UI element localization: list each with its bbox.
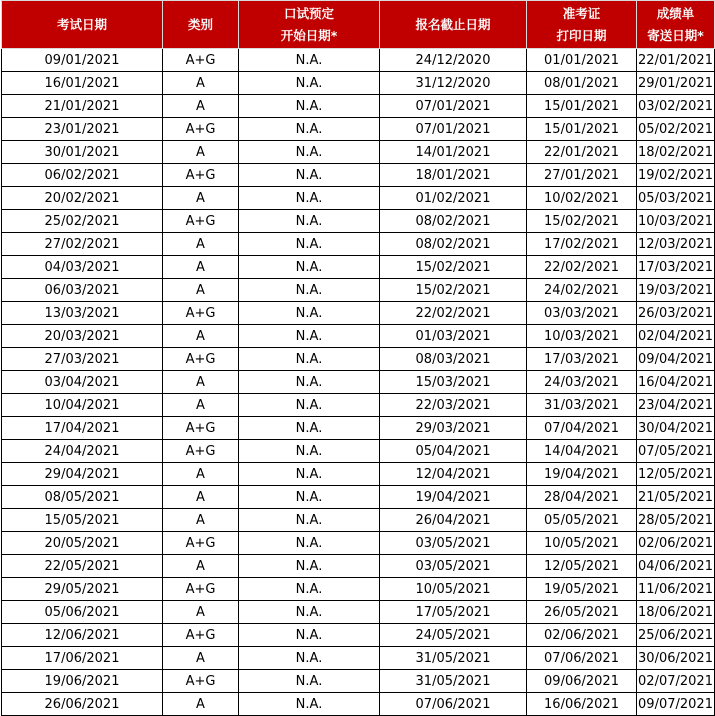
category-cell: A+G (163, 348, 239, 371)
registration-deadline-cell: 08/02/2021 (380, 233, 527, 256)
table-row (2, 233, 715, 256)
speaking-start-cell: N.A. (239, 371, 380, 394)
score-report-cell: 26/03/2021 (637, 302, 715, 325)
ticket-print-cell: 05/05/2021 (527, 509, 637, 532)
speaking-start-cell: N.A. (239, 95, 380, 118)
ticket-print-cell: 01/01/2021 (527, 49, 637, 72)
speaking-start-cell: N.A. (239, 302, 380, 325)
registration-deadline-cell: 18/01/2021 (380, 164, 527, 187)
speaking-start-cell: N.A. (239, 463, 380, 486)
score-report-cell: 02/04/2021 (637, 325, 715, 348)
exam-date-cell: 03/04/2021 (2, 371, 163, 394)
speaking-start-cell: N.A. (239, 49, 380, 72)
ticket-print-cell: 22/01/2021 (527, 141, 637, 164)
speaking-start-cell: N.A. (239, 233, 380, 256)
exam-date-cell: 24/04/2021 (2, 440, 163, 463)
category-cell: A (163, 233, 239, 256)
table-row (2, 95, 715, 118)
exam-schedule-table (1, 0, 715, 716)
category-cell: A (163, 325, 239, 348)
speaking-start-cell: N.A. (239, 325, 380, 348)
score-report-cell: 02/07/2021 (637, 670, 715, 693)
category-cell: A+G (163, 49, 239, 72)
category-cell: A+G (163, 210, 239, 233)
exam-date-cell: 29/04/2021 (2, 463, 163, 486)
registration-deadline-cell: 01/03/2021 (380, 325, 527, 348)
registration-deadline-cell: 10/05/2021 (380, 578, 527, 601)
exam-date-cell: 22/05/2021 (2, 555, 163, 578)
table-row (2, 371, 715, 394)
category-cell: A (163, 256, 239, 279)
table-row (2, 72, 715, 95)
table-row (2, 256, 715, 279)
score-report-cell: 12/05/2021 (637, 463, 715, 486)
score-report-cell: 16/04/2021 (637, 371, 715, 394)
exam-date-cell: 27/02/2021 (2, 233, 163, 256)
header-category-line-1: 类别 (187, 16, 213, 32)
exam-date-cell: 30/01/2021 (2, 141, 163, 164)
ticket-print-cell: 17/03/2021 (527, 348, 637, 371)
category-cell: A (163, 394, 239, 417)
score-report-cell: 18/02/2021 (637, 141, 715, 164)
ticket-print-cell: 03/03/2021 (527, 302, 637, 325)
registration-deadline-cell: 24/05/2021 (380, 624, 527, 647)
exam-date-cell: 06/03/2021 (2, 279, 163, 302)
speaking-start-cell: N.A. (239, 210, 380, 233)
score-report-cell: 11/06/2021 (637, 578, 715, 601)
score-report-cell: 30/06/2021 (637, 647, 715, 670)
table-row (2, 555, 715, 578)
speaking-start-cell: N.A. (239, 647, 380, 670)
score-report-cell: 30/04/2021 (637, 417, 715, 440)
table-row (2, 463, 715, 486)
ticket-print-cell: 12/05/2021 (527, 555, 637, 578)
header-admission-ticket-print-date (527, 1, 637, 49)
exam-date-cell: 20/05/2021 (2, 532, 163, 555)
speaking-start-cell: N.A. (239, 141, 380, 164)
table-body (2, 49, 715, 716)
category-cell: A (163, 187, 239, 210)
table-header (2, 1, 715, 49)
ticket-print-cell: 24/02/2021 (527, 279, 637, 302)
ticket-print-cell: 28/04/2021 (527, 486, 637, 509)
score-report-cell: 29/01/2021 (637, 72, 715, 95)
ticket-print-cell: 15/01/2021 (527, 118, 637, 141)
speaking-start-cell: N.A. (239, 279, 380, 302)
table-row (2, 394, 715, 417)
header-admission-ticket-line-2: 打印日期 (556, 27, 607, 43)
registration-deadline-cell: 22/03/2021 (380, 394, 527, 417)
score-report-cell: 03/02/2021 (637, 95, 715, 118)
score-report-cell: 07/05/2021 (637, 440, 715, 463)
header-score-report-line-2: 寄送日期* (647, 27, 704, 43)
ticket-print-cell: 26/05/2021 (527, 601, 637, 624)
header-registration-deadline-line-1: 报名截止日期 (415, 16, 491, 32)
registration-deadline-cell: 08/02/2021 (380, 210, 527, 233)
ticket-print-cell: 10/05/2021 (527, 532, 637, 555)
speaking-start-cell: N.A. (239, 348, 380, 371)
exam-date-cell: 26/06/2021 (2, 693, 163, 716)
table-row (2, 417, 715, 440)
exam-date-cell: 10/04/2021 (2, 394, 163, 417)
score-report-cell: 22/01/2021 (637, 49, 715, 72)
score-report-cell: 28/05/2021 (637, 509, 715, 532)
category-cell: A+G (163, 302, 239, 325)
exam-date-cell: 19/06/2021 (2, 670, 163, 693)
speaking-start-cell: N.A. (239, 509, 380, 532)
category-cell: A+G (163, 624, 239, 647)
score-report-cell: 19/02/2021 (637, 164, 715, 187)
ticket-print-cell: 15/01/2021 (527, 95, 637, 118)
ticket-print-cell: 15/02/2021 (527, 210, 637, 233)
table-row (2, 693, 715, 716)
registration-deadline-cell: 31/05/2021 (380, 647, 527, 670)
score-report-cell: 17/03/2021 (637, 256, 715, 279)
registration-deadline-cell: 12/04/2021 (380, 463, 527, 486)
header-score-report-mail-date (637, 1, 715, 49)
table-row (2, 325, 715, 348)
exam-date-cell: 17/04/2021 (2, 417, 163, 440)
table-row (2, 509, 715, 532)
score-report-cell: 05/02/2021 (637, 118, 715, 141)
header-registration-deadline (380, 1, 527, 49)
speaking-start-cell: N.A. (239, 693, 380, 716)
category-cell: A (163, 72, 239, 95)
ticket-print-cell: 16/06/2021 (527, 693, 637, 716)
category-cell: A+G (163, 164, 239, 187)
registration-deadline-cell: 01/02/2021 (380, 187, 527, 210)
table-row (2, 601, 715, 624)
category-cell: A (163, 141, 239, 164)
category-cell: A (163, 95, 239, 118)
header-speaking-start-date-line-2: 开始日期* (280, 27, 338, 43)
exam-date-cell: 29/05/2021 (2, 578, 163, 601)
score-report-cell: 25/06/2021 (637, 624, 715, 647)
registration-deadline-cell: 07/01/2021 (380, 118, 527, 141)
table-row (2, 302, 715, 325)
registration-deadline-cell: 07/06/2021 (380, 693, 527, 716)
category-cell: A+G (163, 578, 239, 601)
ticket-print-cell: 09/06/2021 (527, 670, 637, 693)
speaking-start-cell: N.A. (239, 417, 380, 440)
registration-deadline-cell: 15/02/2021 (380, 279, 527, 302)
category-cell: A+G (163, 417, 239, 440)
category-cell: A+G (163, 118, 239, 141)
category-cell: A (163, 509, 239, 532)
header-score-report-line-1: 成绩单 (656, 5, 695, 21)
ticket-print-cell: 08/01/2021 (527, 72, 637, 95)
category-cell: A (163, 647, 239, 670)
table-row (2, 670, 715, 693)
speaking-start-cell: N.A. (239, 532, 380, 555)
speaking-start-cell: N.A. (239, 72, 380, 95)
table-row (2, 578, 715, 601)
registration-deadline-cell: 14/01/2021 (380, 141, 527, 164)
registration-deadline-cell: 31/05/2021 (380, 670, 527, 693)
registration-deadline-cell: 15/03/2021 (380, 371, 527, 394)
category-cell: A (163, 555, 239, 578)
table-row (2, 141, 715, 164)
score-report-cell: 18/06/2021 (637, 601, 715, 624)
ticket-print-cell: 27/01/2021 (527, 164, 637, 187)
exam-date-cell: 09/01/2021 (2, 49, 163, 72)
ticket-print-cell: 22/02/2021 (527, 256, 637, 279)
registration-deadline-cell: 03/05/2021 (380, 532, 527, 555)
ticket-print-cell: 02/06/2021 (527, 624, 637, 647)
header-speaking-start-date-line-1: 口试预定 (283, 5, 334, 21)
speaking-start-cell: N.A. (239, 555, 380, 578)
registration-deadline-cell: 22/02/2021 (380, 302, 527, 325)
ticket-print-cell: 19/05/2021 (527, 578, 637, 601)
category-cell: A+G (163, 532, 239, 555)
speaking-start-cell: N.A. (239, 624, 380, 647)
speaking-start-cell: N.A. (239, 256, 380, 279)
registration-deadline-cell: 07/01/2021 (380, 95, 527, 118)
category-cell: A (163, 463, 239, 486)
exam-date-cell: 13/03/2021 (2, 302, 163, 325)
registration-deadline-cell: 15/02/2021 (380, 256, 527, 279)
exam-date-cell: 06/02/2021 (2, 164, 163, 187)
table-row (2, 348, 715, 371)
ticket-print-cell: 10/02/2021 (527, 187, 637, 210)
table-row (2, 279, 715, 302)
ticket-print-cell: 19/04/2021 (527, 463, 637, 486)
speaking-start-cell: N.A. (239, 578, 380, 601)
category-cell: A (163, 601, 239, 624)
exam-date-cell: 05/06/2021 (2, 601, 163, 624)
exam-date-cell: 15/05/2021 (2, 509, 163, 532)
header-category (163, 1, 239, 49)
score-report-cell: 09/07/2021 (637, 693, 715, 716)
registration-deadline-cell: 05/04/2021 (380, 440, 527, 463)
speaking-start-cell: N.A. (239, 440, 380, 463)
exam-date-cell: 25/02/2021 (2, 210, 163, 233)
exam-date-cell: 20/03/2021 (2, 325, 163, 348)
ticket-print-cell: 10/03/2021 (527, 325, 637, 348)
registration-deadline-cell: 08/03/2021 (380, 348, 527, 371)
ticket-print-cell: 24/03/2021 (527, 371, 637, 394)
registration-deadline-cell: 26/04/2021 (380, 509, 527, 532)
registration-deadline-cell: 24/12/2020 (380, 49, 527, 72)
exam-date-cell: 12/06/2021 (2, 624, 163, 647)
category-cell: A+G (163, 440, 239, 463)
score-report-cell: 21/05/2021 (637, 486, 715, 509)
registration-deadline-cell: 31/12/2020 (380, 72, 527, 95)
ticket-print-cell: 17/02/2021 (527, 233, 637, 256)
ticket-print-cell: 07/06/2021 (527, 647, 637, 670)
ticket-print-cell: 07/04/2021 (527, 417, 637, 440)
exam-date-cell: 04/03/2021 (2, 256, 163, 279)
table-row (2, 187, 715, 210)
header-admission-ticket-line-1: 准考证 (562, 5, 601, 21)
score-report-cell: 12/03/2021 (637, 233, 715, 256)
score-report-cell: 05/03/2021 (637, 187, 715, 210)
registration-deadline-cell: 03/05/2021 (380, 555, 527, 578)
speaking-start-cell: N.A. (239, 187, 380, 210)
score-report-cell: 04/06/2021 (637, 555, 715, 578)
category-cell: A (163, 371, 239, 394)
ticket-print-cell: 14/04/2021 (527, 440, 637, 463)
speaking-start-cell: N.A. (239, 394, 380, 417)
header-exam-date-line-1: 考试日期 (56, 16, 107, 32)
exam-date-cell: 08/05/2021 (2, 486, 163, 509)
table-row (2, 210, 715, 233)
exam-date-cell: 17/06/2021 (2, 647, 163, 670)
speaking-start-cell: N.A. (239, 486, 380, 509)
category-cell: A+G (163, 670, 239, 693)
header-row (2, 1, 715, 49)
exam-date-cell: 16/01/2021 (2, 72, 163, 95)
score-report-cell: 02/06/2021 (637, 532, 715, 555)
table-row (2, 118, 715, 141)
category-cell: A (163, 486, 239, 509)
score-report-cell: 19/03/2021 (637, 279, 715, 302)
score-report-cell: 23/04/2021 (637, 394, 715, 417)
table-row (2, 49, 715, 72)
exam-date-cell: 21/01/2021 (2, 95, 163, 118)
table-row (2, 532, 715, 555)
exam-date-cell: 23/01/2021 (2, 118, 163, 141)
table-row (2, 624, 715, 647)
category-cell: A (163, 279, 239, 302)
header-speaking-start-date (239, 1, 380, 49)
score-report-cell: 09/04/2021 (637, 348, 715, 371)
table-row (2, 486, 715, 509)
category-cell: A (163, 693, 239, 716)
score-report-cell: 10/03/2021 (637, 210, 715, 233)
table-row (2, 440, 715, 463)
speaking-start-cell: N.A. (239, 601, 380, 624)
ticket-print-cell: 31/03/2021 (527, 394, 637, 417)
speaking-start-cell: N.A. (239, 164, 380, 187)
exam-date-cell: 27/03/2021 (2, 348, 163, 371)
speaking-start-cell: N.A. (239, 118, 380, 141)
exam-date-cell: 20/02/2021 (2, 187, 163, 210)
registration-deadline-cell: 19/04/2021 (380, 486, 527, 509)
registration-deadline-cell: 29/03/2021 (380, 417, 527, 440)
table-row (2, 647, 715, 670)
table-row (2, 164, 715, 187)
registration-deadline-cell: 17/05/2021 (380, 601, 527, 624)
speaking-start-cell: N.A. (239, 670, 380, 693)
header-exam-date (2, 1, 163, 49)
